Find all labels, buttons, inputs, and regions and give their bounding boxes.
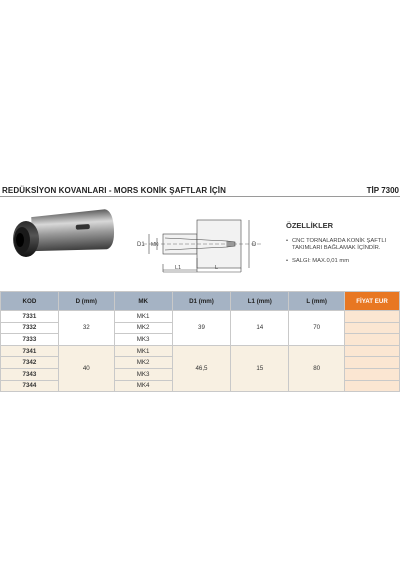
cell-price <box>345 357 400 369</box>
col-d1: D1 (mm) <box>172 292 231 311</box>
cell-price <box>345 311 400 323</box>
cell-d: 32 <box>58 311 114 346</box>
cell-l1: 14 <box>231 311 289 346</box>
cell-mk: MK3 <box>114 334 172 346</box>
table-row <box>1 311 400 323</box>
section-title: REDÜKSİYON KOVANLARI - MORS KONİK ŞAFTLAR İÇİN <box>2 186 227 195</box>
technical-drawing <box>135 214 267 274</box>
cell-kod: 7344 <box>1 380 59 392</box>
features-title: ÖZELLİKLER <box>286 221 334 230</box>
spec-table <box>0 291 400 392</box>
feature-bullet-2: • SALGI: MAX.0,01 mm <box>286 258 398 265</box>
cell-kod: 7331 <box>1 311 59 323</box>
dim-d: D <box>252 242 257 248</box>
dim-l1: L1 <box>175 265 182 271</box>
cell-d: 40 <box>58 345 114 391</box>
cell-l: 70 <box>289 311 345 346</box>
cell-mk: MK1 <box>114 345 172 357</box>
type-code: TİP 7300 <box>366 186 399 195</box>
cell-kod: 7343 <box>1 368 59 380</box>
product-photo <box>2 209 117 263</box>
dim-d1: D1 <box>137 242 145 248</box>
col-d: D (mm) <box>58 292 114 311</box>
dim-l: L <box>215 265 219 271</box>
col-kod: KOD <box>1 292 59 311</box>
col-l: L (mm) <box>289 292 345 311</box>
cell-d1: 39 <box>172 311 231 346</box>
cell-price <box>345 334 400 346</box>
header-divider <box>0 196 400 197</box>
col-l1: L1 (mm) <box>231 292 289 311</box>
cell-kod: 7333 <box>1 334 59 346</box>
cell-l1: 15 <box>231 345 289 391</box>
features-panel <box>286 221 398 270</box>
table-header-row <box>1 292 400 311</box>
cell-mk: MK2 <box>114 357 172 369</box>
cell-mk: MK4 <box>114 380 172 392</box>
cell-price <box>345 368 400 380</box>
cell-l: 80 <box>289 345 345 391</box>
col-mk: MK <box>114 292 172 311</box>
cell-price <box>345 345 400 357</box>
feature-bullet-1: • CNC TORNALARDA KONİK ŞAFTLI TAKIMLARI BAĞLAMAK İÇİNDİR. <box>286 238 398 253</box>
cell-price <box>345 322 400 334</box>
dim-mk: MK <box>151 242 159 248</box>
table-row <box>1 345 400 357</box>
cell-price <box>345 380 400 392</box>
cell-kod: 7341 <box>1 345 59 357</box>
cell-kod: 7332 <box>1 322 59 334</box>
col-price: FİYAT EUR <box>345 292 400 311</box>
cell-mk: MK3 <box>114 368 172 380</box>
cell-kod: 7342 <box>1 357 59 369</box>
cell-mk: MK2 <box>114 322 172 334</box>
cell-d1: 46,5 <box>172 345 231 391</box>
cell-mk: MK1 <box>114 311 172 323</box>
